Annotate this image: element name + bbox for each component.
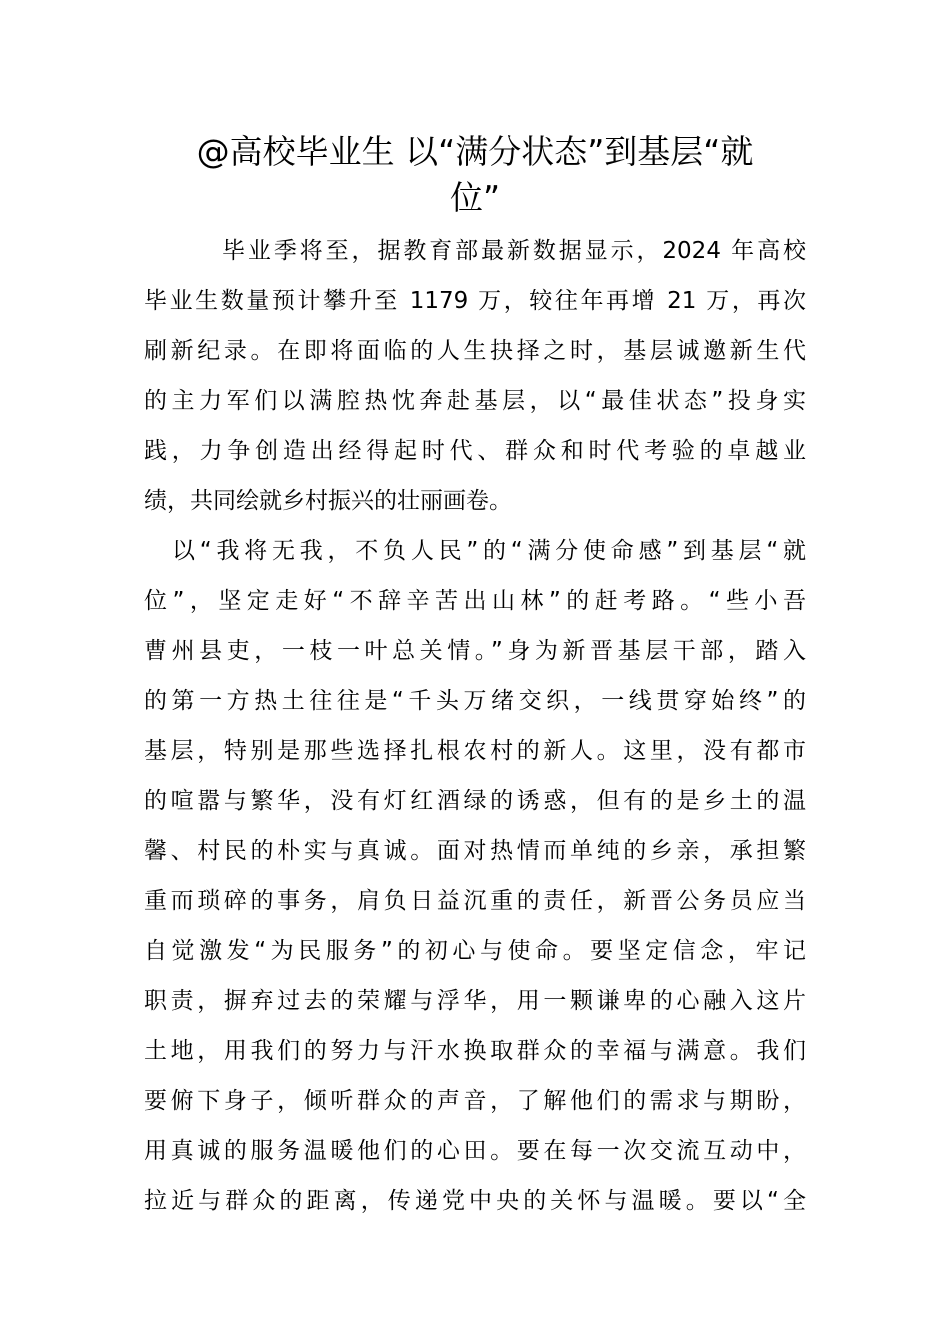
paragraph-line: 践，力争创造出经得起时代、群众和时代考验的卓越业 [144, 438, 806, 464]
paragraph-line: 的喧嚣与繁华，没有灯红酒绿的诱惑，但有的是乡土的温 [144, 788, 806, 814]
paragraph-line: 用真诚的服务温暖他们的心田。要在每一次交流互动中， [144, 1138, 806, 1164]
paragraph-line: 馨、村民的朴实与真诚。面对热情而单纯的乡亲，承担繁 [144, 838, 806, 864]
paragraph-line: 重而琐碎的事务，肩负日益沉重的责任，新晋公务员应当 [144, 888, 806, 914]
paragraph-line: 土地，用我们的努力与汗水换取群众的幸福与满意。我们 [144, 1038, 806, 1064]
paragraph-line: 要俯下身子，倾听群众的声音，了解他们的需求与期盼， [144, 1088, 806, 1114]
paragraph-line: 毕业季将至，据教育部最新数据显示，2024 年高校 [222, 238, 806, 264]
document-title-line-1: @高校毕业生 以“满分状态”到基层“就 [196, 132, 754, 171]
paragraph-line: 曹州县吏，一枝一叶总关情。”身为新晋基层干部，踏入 [144, 638, 806, 664]
paragraph-line: 职责，摒弃过去的荣耀与浮华，用一颗谦卑的心融入这片 [144, 988, 806, 1014]
paragraph-line: 位”，坚定走好“不辞辛苦出山林”的赶考路。“些小吾 [144, 588, 806, 614]
paragraph-line: 绩，共同绘就乡村振兴的壮丽画卷。 [144, 488, 512, 514]
paragraph-line: 的主力军们以满腔热忱奔赴基层，以“最佳状态”投身实 [144, 388, 806, 414]
paragraph-line: 以“我将无我，不负人民”的“满分使命感”到基层“就 [172, 538, 806, 564]
document-title-line-2: 位” [449, 178, 501, 217]
paragraph-line: 刷新纪录。在即将面临的人生抉择之时，基层诚邀新生代 [144, 338, 806, 364]
paragraph-line: 自觉激发“为民服务”的初心与使命。要坚定信念，牢记 [144, 938, 806, 964]
paragraph-line: 的第一方热土往往是“千头万绪交织，一线贯穿始终”的 [144, 688, 806, 714]
paragraph-line: 毕业生数量预计攀升至 1179 万，较往年再增 21 万，再次 [144, 288, 806, 314]
paragraph-line: 基层，特别是那些选择扎根农村的新人。这里，没有都市 [144, 738, 806, 764]
paragraph-line: 拉近与群众的距离，传递党中央的关怀与温暖。要以“全 [144, 1188, 806, 1214]
